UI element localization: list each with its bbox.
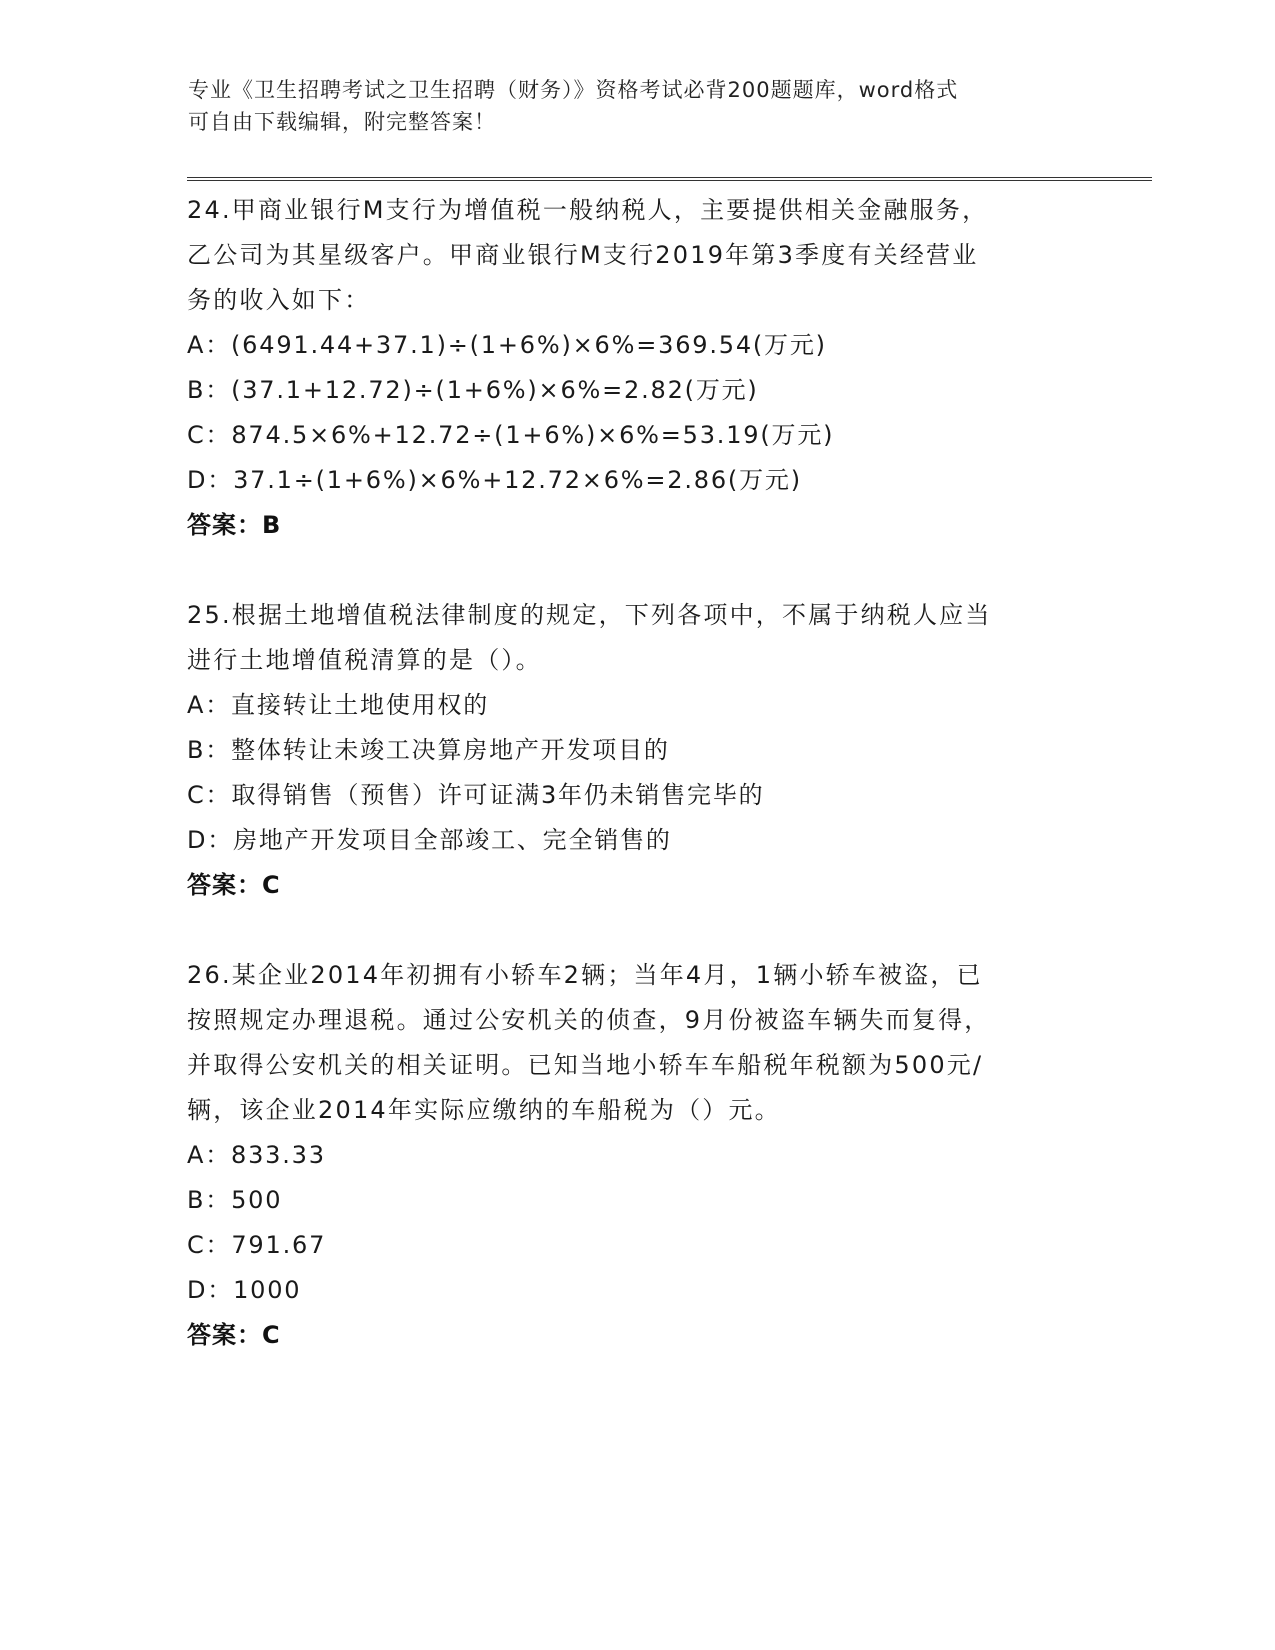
header-divider [187,177,1152,181]
question-24 [187,188,1107,548]
stem-line: 按照规定办理退税。通过公安机关的侦查，9月份被盗车辆失而复得， [187,1006,991,1034]
stem-line: 24.甲商业银行M支行为增值税一般纳税人，主要提供相关金融服务， [187,196,989,224]
header-line-1: 专业《卫生招聘考试之卫生招聘（财务）》资格考试必背200题题库，word格式 [188,78,959,102]
question-spacer [187,548,1107,593]
question-stem [187,593,1107,683]
question-stem [187,188,1107,323]
option-c: C：874.5×6%+12.72÷(1+6%)×6%=53.19(万元) [187,421,835,449]
option-c: C：791.67 [187,1231,327,1259]
option-b: B：整体转让未竣工决算房地产开发项目的 [187,736,670,764]
option-d: D：1000 [187,1276,302,1304]
question-25 [187,593,1107,908]
question-list [187,188,1107,1358]
stem-line: 进行土地增值税清算的是（）。 [187,646,542,674]
option-a: A：833.33 [187,1141,326,1169]
option-d: D：37.1÷(1+6%)×6%+12.72×6%=2.86(万元) [187,466,802,494]
answer-label: 答案：B [187,511,282,539]
stem-line: 务的收入如下： [187,286,371,314]
question-26 [187,953,1107,1358]
stem-line: 并取得公安机关的相关证明。已知当地小轿车车船税年税额为500元/ [187,1051,984,1079]
option-a: A：(6491.44+37.1)÷(1+6%)×6%=369.54(万元) [187,331,827,359]
answer-label: 答案：C [187,871,281,899]
question-spacer [187,908,1107,953]
stem-line: 辆，该企业2014年实际应缴纳的车船税为（）元。 [187,1096,781,1124]
header-line-2: 可自由下载编辑，附完整答案！ [188,110,496,134]
question-stem [187,953,1107,1133]
option-d: D：房地产开发项目全部竣工、完全销售的 [187,826,672,854]
stem-line: 26.某企业2014年初拥有小轿车2辆；当年4月，1辆小轿车被盗，已 [187,961,983,989]
option-b: B：(37.1+12.72)÷(1+6%)×6%=2.82(万元) [187,376,759,404]
document-header [188,74,1068,138]
option-a: A：直接转让土地使用权的 [187,691,490,719]
stem-line: 乙公司为其星级客户。甲商业银行M支行2019年第3季度有关经营业 [187,241,979,269]
answer-label: 答案：C [187,1321,281,1349]
option-b: B：500 [187,1186,283,1214]
option-c: C：取得销售（预售）许可证满3年仍未销售完毕的 [187,781,765,809]
stem-line: 25.根据土地增值税法律制度的规定，下列各项中，不属于纳税人应当 [187,601,992,629]
